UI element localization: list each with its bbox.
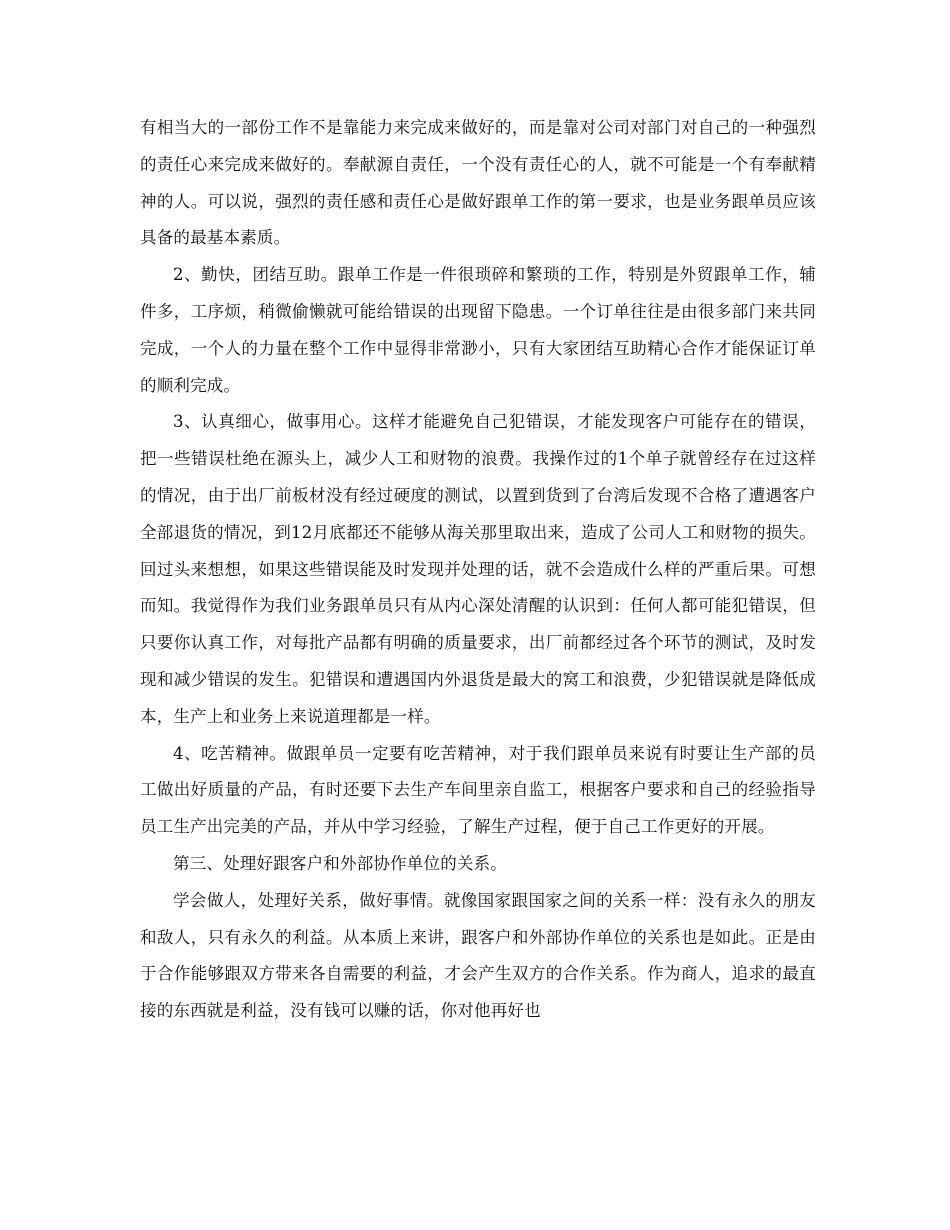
section-heading-third: 第三、处理好跟客户和外部协作单位的关系。: [173, 853, 507, 873]
paragraph-responsibility-continued: 有相当大的一部份工作不是靠能力来完成来做好的，而是靠对公司对部门对自己的一种强烈的责任心来完成来做好的。奉献源自责任，一个没有责任心的人，就不可能是一个有奉献精神的人。可以说，强烈的责任感和责任心是做好跟单工作的第一要求，也是业务跟单员应该具备的最基本素质。: [140, 118, 816, 248]
paragraph-point-2-diligence: 2、勤快，团结互助。跟单工作是一件很琐碎和繁琐的工作，特别是外贸跟单工作，辅件多，工序烦，稍微偷懒就可能给错误的出现留下隐患。一个订单往往是由很多部门来共同完成，一个人的力量在整个工作中显得非常渺小，只有大家团结互助精心合作才能保证订单的顺利完成。: [140, 265, 816, 395]
document-body: [140, 110, 816, 1030]
paragraph-point-4-hardship: 4、吃苦精神。做跟单员一定要有吃苦精神，对于我们跟单员来说有时要让生产部的员工做出好质量的产品，有时还要下去生产车间里亲自监工，根据客户要求和自己的经验指导员工生产出完美的产品，并从中学习经验，了解生产过程，便于自己工作更好的开展。: [140, 743, 816, 837]
paragraph-point-3-carefulness: 3、认真细心，做事用心。这样才能避免自己犯错误，才能发现客户可能存在的错误，把一些错误杜绝在源头上，减少人工和财物的浪费。我操作过的1个单子就曾经存在过这样的情况，由于出厂前板材没有经过硬度的测试，以置到货到了台湾后发现不合格了遭遇客户全部退货的情况，到12月底都还不能够从海关那里取出来，造成了公司人工和财物的损失。回过头来想想，如果这些错误能及时发现并处理的话，就不会造成什么样的严重后果。可想而知。我觉得作为我们业务跟单员只有从内心深处清醒的认识到：任何人都可能犯错误，但只要你认真工作，对每批产品都有明确的质量要求，出厂前都经过各个环节的测试，及时发现和减少错误的发生。犯错误和遭遇国内外退货是最大的窝工和浪费，少犯错误就是降低成本，生产上和业务上来说道理都是一样。: [140, 412, 816, 726]
paragraph-relationships: 学会做人，处理好关系，做好事情。就像国家跟国家之间的关系一样：没有永久的朋友和敌人，只有永久的利益。从本质上来讲，跟客户和外部协作单位的关系也是如此。正是由于合作能够跟双方带来各自需要的利益，才会产生双方的合作关系。作为商人，追求的最直接的东西就是利益，没有钱可以赚的话，你对他再好也: [140, 890, 816, 1021]
